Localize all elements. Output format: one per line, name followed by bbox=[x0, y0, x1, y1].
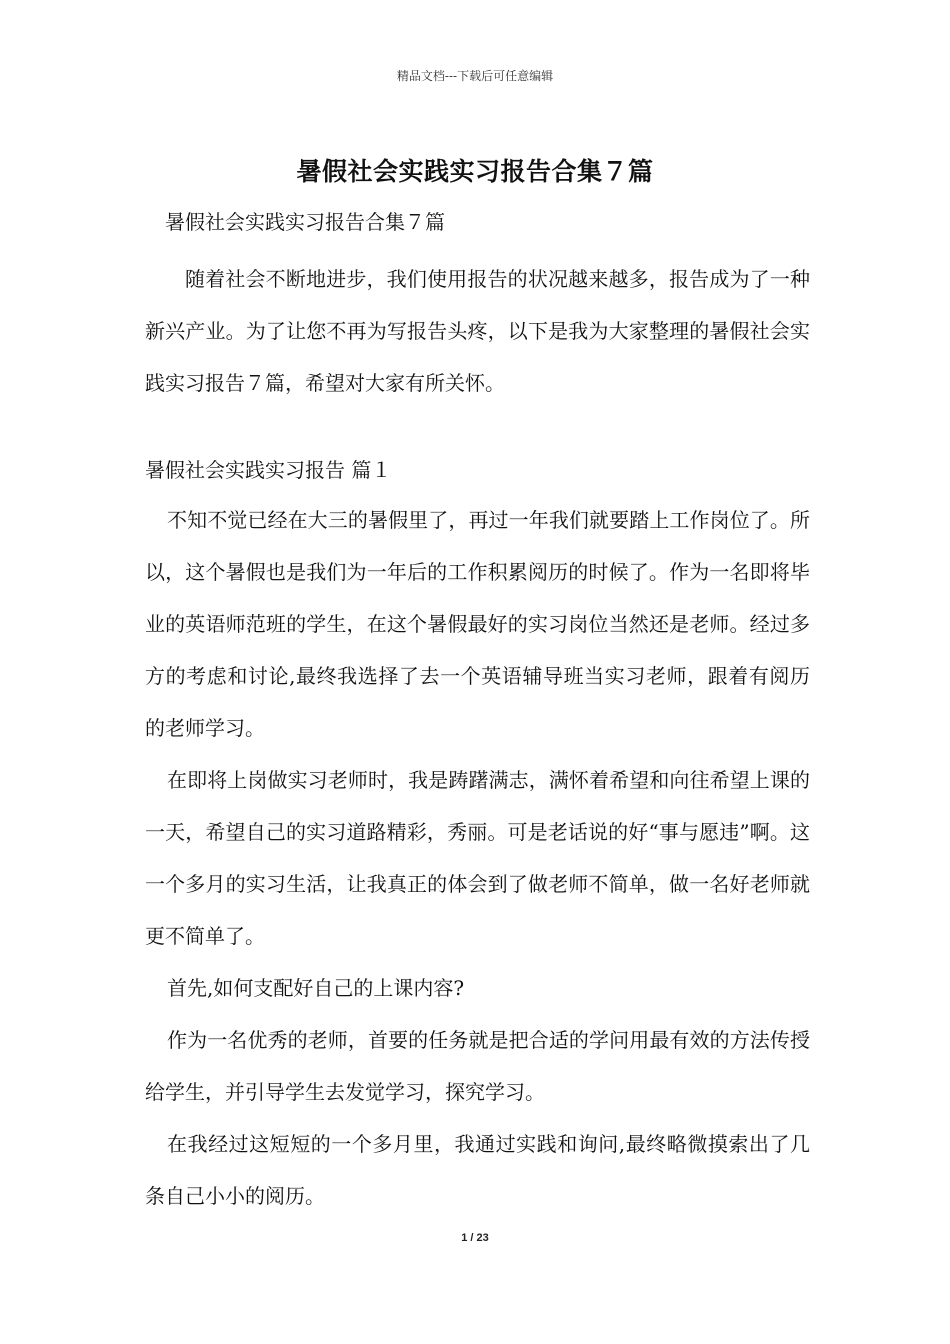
page-number: 1 / 23 bbox=[461, 1232, 489, 1244]
document-title: 暑假社会实践实习报告合集７篇 bbox=[296, 157, 654, 186]
body-paragraph-5: 在我经过这短短的一个多月里，我通过实践和询问,最终略微摸索出了几条自己小小的阅历。 bbox=[145, 1132, 810, 1208]
body-paragraph-2: 在即将上岗做实习老师时，我是踌躇满志，满怀着希望和向往希望上课的一天，希望自己的实习道路精彩，秀丽。可是老话说的好“事与愿违”啊。这一个多月的实习生活，让我真正的体会到了做老师不简单，做一名好老师就更不简单了。 bbox=[145, 768, 810, 948]
document-subtitle: 暑假社会实践实习报告合集７篇 bbox=[165, 210, 445, 234]
intro-paragraph: 随着社会不断地进步，我们使用报告的状况越来越多，报告成为了一种新兴产业。为了让您不再为写报告头疼，以下是我为大家整理的暑假社会实践实习报告７篇，希望对大家有所关怀。 bbox=[145, 267, 810, 395]
body-paragraph-1: 不知不觉已经在大三的暑假里了，再过一年我们就要踏上工作岗位了。所以，这个暑假也是我们为一年后的工作积累阅历的时候了。作为一名即将毕业的英语师范班的学生，在这个暑假最好的实习岗位当然还是老师。经过多方的考虑和讨论,最终我选择了去一个英语辅导班当实习老师，跟着有阅历的老师学习。 bbox=[145, 508, 810, 740]
body-paragraph-4: 作为一名优秀的老师，首要的任务就是把合适的学问用最有效的方法传授给学生，并引导学生去发觉学习，探究学习。 bbox=[145, 1028, 810, 1104]
section-heading: 暑假社会实践实习报告 篇１ bbox=[145, 458, 392, 482]
header-note: 精品文档---下载后可任意编辑 bbox=[396, 69, 554, 83]
document-body bbox=[145, 205, 810, 1222]
body-paragraph-3: 首先,如何支配好自己的上课内容? bbox=[167, 976, 465, 1000]
